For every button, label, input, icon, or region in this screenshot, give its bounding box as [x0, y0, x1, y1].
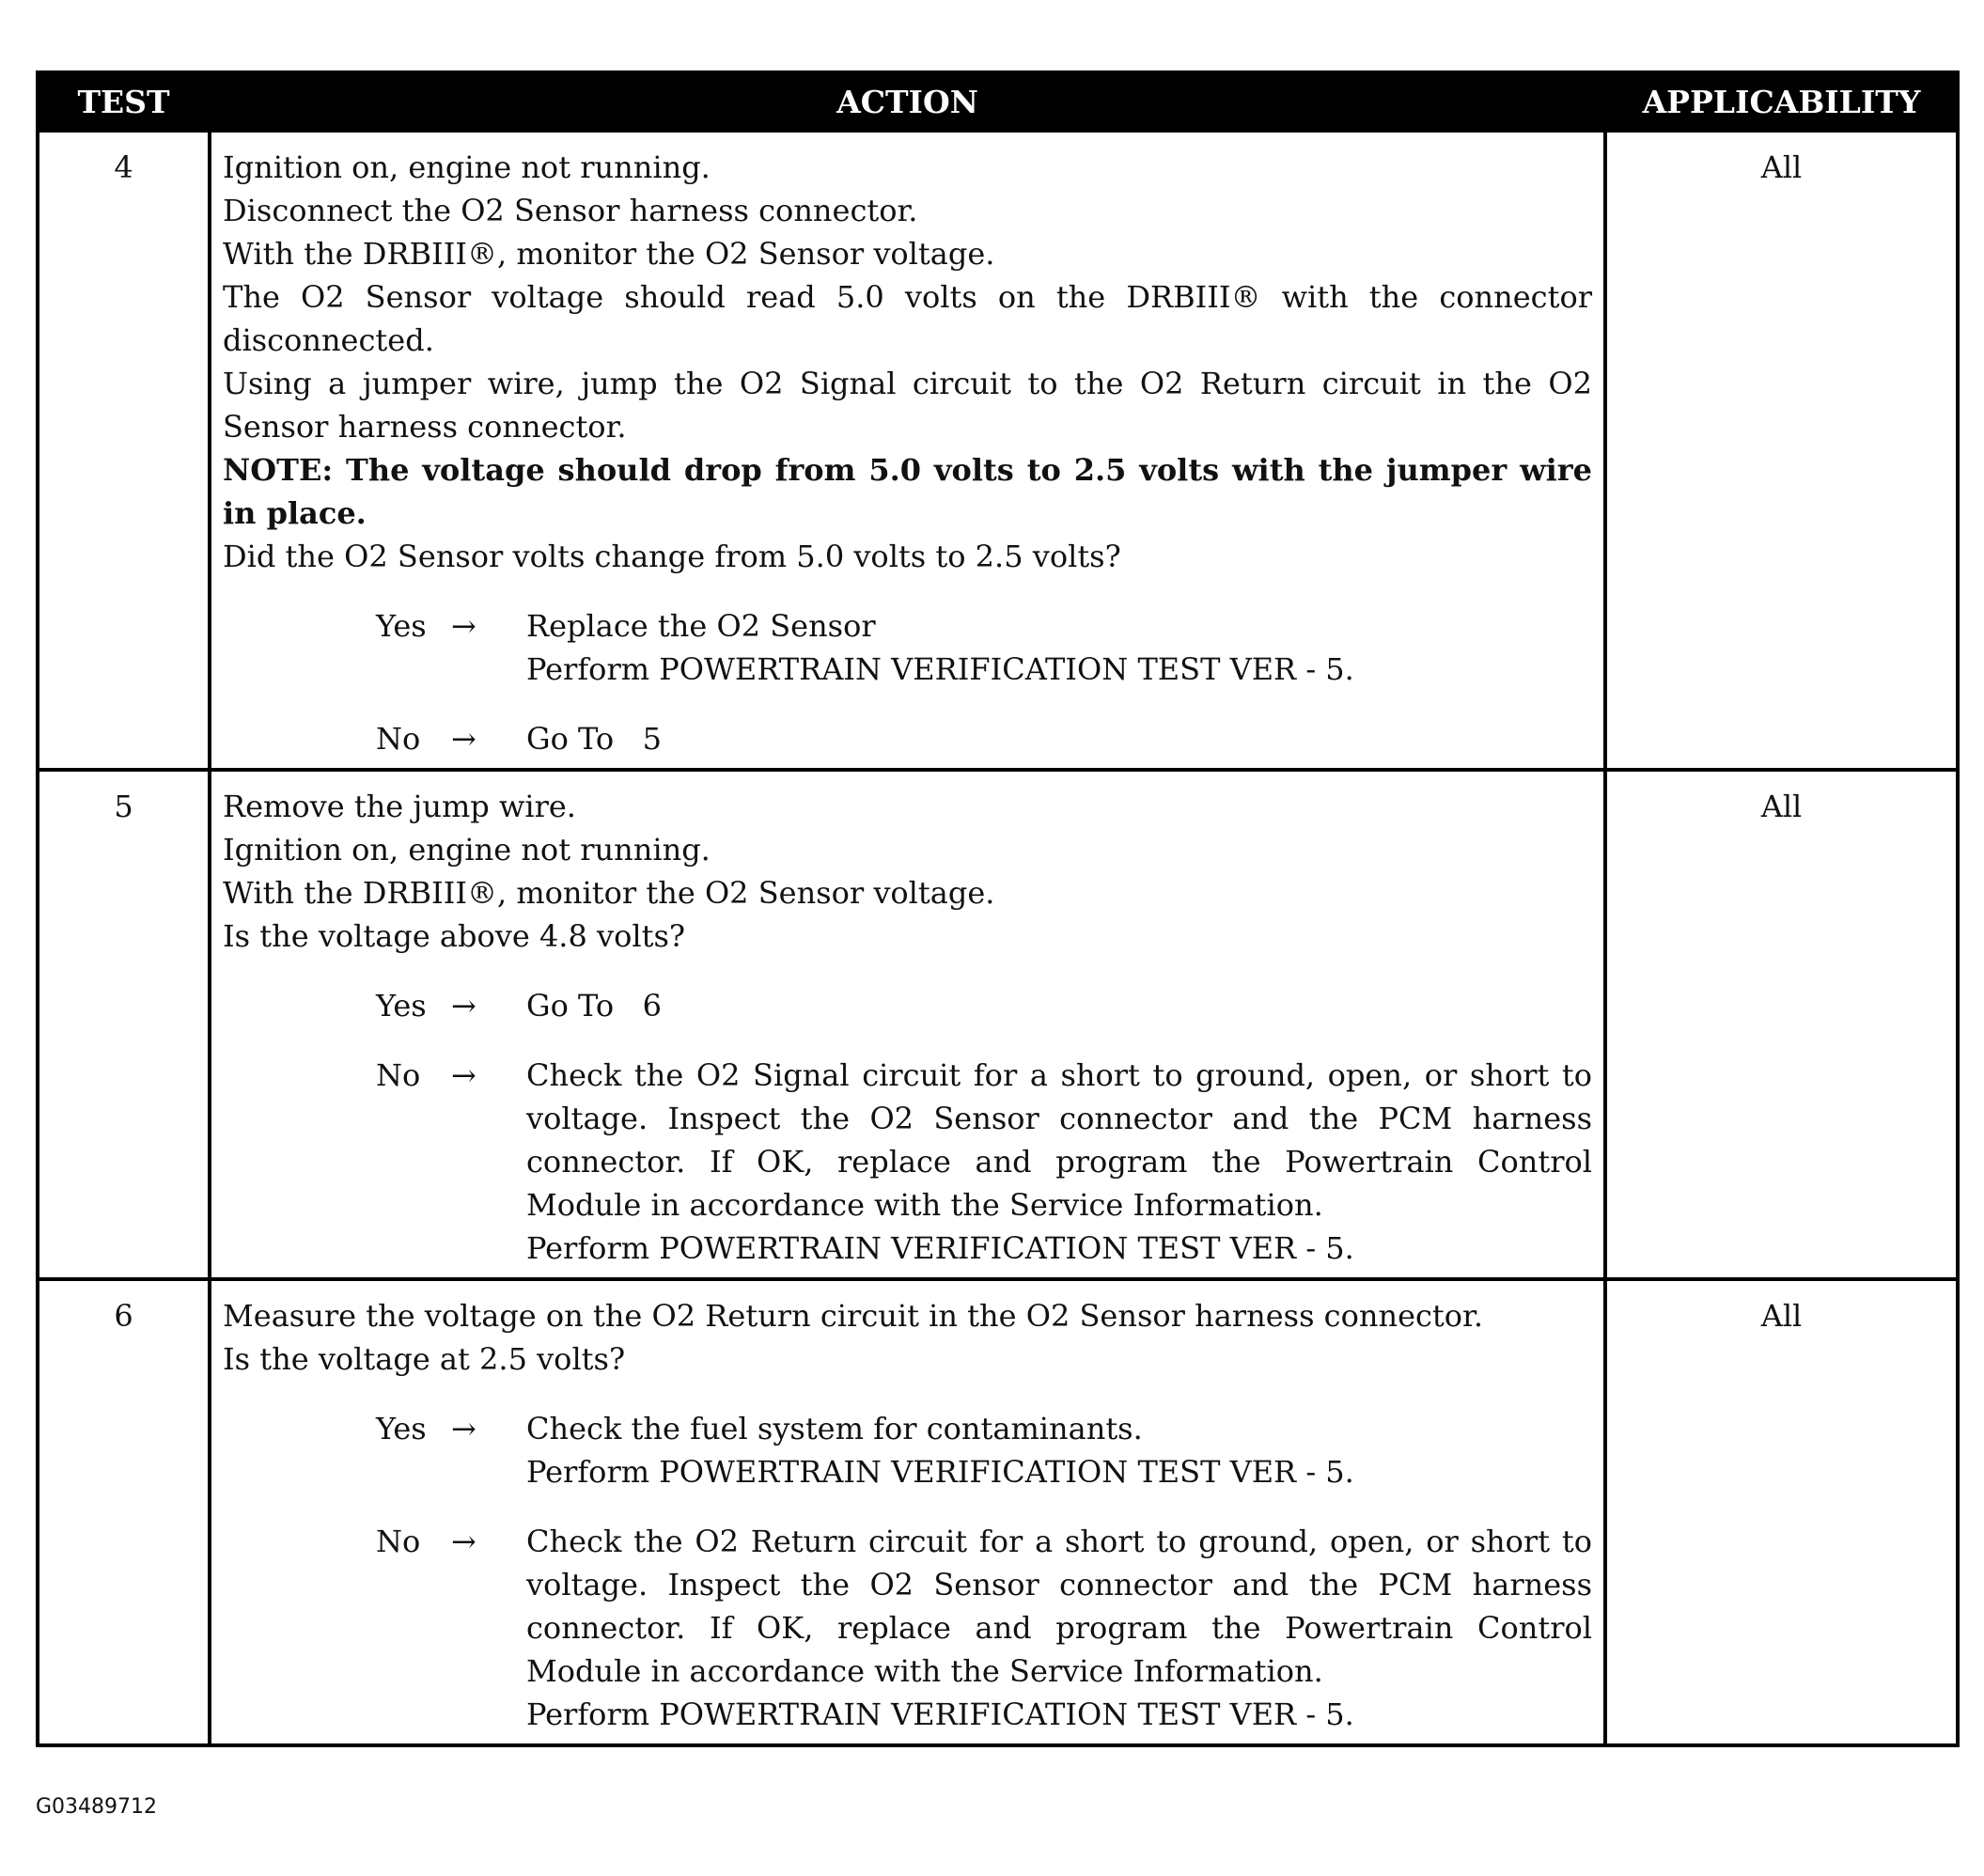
- action-cell: [210, 1279, 1605, 1745]
- action-step: Remove the jump wire.: [223, 789, 576, 824]
- result-line: Replace the O2 Sensor: [526, 608, 876, 644]
- yes-label: Yes: [376, 988, 427, 1024]
- right-arrow-icon: →: [451, 988, 476, 1024]
- test-number: 4: [38, 131, 210, 770]
- result-line: Check the O2 Signal circuit for a short to ground, open, or short to voltage. Inspect the O2 Sensor connector and the PCM harness connector. If OK, replace and program the Powertrain Control Module in accordance with the Service Information.: [526, 1057, 1592, 1223]
- right-arrow-icon: →: [451, 1411, 476, 1446]
- outcome-no: [376, 1054, 1592, 1270]
- yes-label: Yes: [376, 1411, 427, 1446]
- applicability-value: All: [1605, 1279, 1958, 1745]
- action-step: With the DRBIII®, monitor the O2 Sensor voltage.: [223, 875, 995, 911]
- header-action: ACTION: [210, 72, 1605, 131]
- result-line: Check the fuel system for contaminants.: [526, 1411, 1143, 1446]
- action-cell: [210, 131, 1605, 770]
- outcome-yes: [376, 984, 1592, 1027]
- result-line: Perform POWERTRAIN VERIFICATION TEST VER - 5.: [526, 1696, 1354, 1732]
- action-question: Is the voltage at 2.5 volts?: [223, 1341, 626, 1377]
- outcome-result: [526, 604, 1592, 691]
- yes-label: Yes: [376, 608, 427, 644]
- right-arrow-icon: →: [451, 1057, 476, 1093]
- action-question: Is the voltage above 4.8 volts?: [223, 918, 686, 954]
- diagnostic-test-table: [36, 70, 1960, 1747]
- action-note: NOTE: The voltage should drop from 5.0 volts to 2.5 volts with the jumper wire in place.: [223, 452, 1592, 531]
- applicability-value: All: [1605, 770, 1958, 1279]
- action-step: Measure the voltage on the O2 Return circuit in the O2 Sensor harness connector.: [223, 1298, 1483, 1334]
- header-applicability: APPLICABILITY: [1605, 72, 1958, 131]
- result-line: Perform POWERTRAIN VERIFICATION TEST VER - 5.: [526, 651, 1354, 687]
- header-test: TEST: [38, 72, 210, 131]
- outcome-result: [526, 984, 1592, 1027]
- no-label: No: [376, 721, 421, 757]
- action-step: Ignition on, engine not running.: [223, 832, 711, 868]
- right-arrow-icon: →: [451, 721, 476, 757]
- result-line: Go To 6: [526, 988, 662, 1024]
- action-cell: [210, 770, 1605, 1279]
- no-label: No: [376, 1057, 421, 1093]
- result-line: Check the O2 Return circuit for a short to ground, open, or short to voltage. Inspect the O2 Sensor connector and the PCM harness connector. If OK, replace and program the Powertrain Control Module in accordance with the Service Information.: [526, 1524, 1592, 1689]
- test-row-5: [38, 770, 1958, 1279]
- action-step: With the DRBIII®, monitor the O2 Sensor voltage.: [223, 236, 995, 272]
- figure-id: G03489712: [36, 1795, 158, 1819]
- action-step: Using a jumper wire, jump the O2 Signal circuit to the O2 Return circuit in the O2 Sensor harness connector.: [223, 366, 1592, 445]
- test-row-4: [38, 131, 1958, 770]
- outcome-result: [526, 1407, 1592, 1493]
- result-line: Perform POWERTRAIN VERIFICATION TEST VER - 5.: [526, 1454, 1354, 1490]
- test-number: 5: [38, 770, 210, 1279]
- action-question: Did the O2 Sensor volts change from 5.0 volts to 2.5 volts?: [223, 539, 1121, 574]
- right-arrow-icon: →: [451, 1524, 476, 1559]
- action-step: Disconnect the O2 Sensor harness connector.: [223, 193, 918, 228]
- right-arrow-icon: →: [451, 608, 476, 644]
- no-label: No: [376, 1524, 421, 1559]
- test-number: 6: [38, 1279, 210, 1745]
- action-step: The O2 Sensor voltage should read 5.0 volts on the DRBIII® with the connector disconnected.: [223, 279, 1592, 358]
- test-row-6: [38, 1279, 1958, 1745]
- result-line: Go To 5: [526, 721, 662, 757]
- result-line: Perform POWERTRAIN VERIFICATION TEST VER - 5.: [526, 1230, 1354, 1266]
- table-header-row: [38, 72, 1958, 131]
- outcome-no: [376, 717, 1592, 760]
- outcome-yes: [376, 604, 1592, 691]
- outcome-no: [376, 1520, 1592, 1736]
- action-step: Ignition on, engine not running.: [223, 149, 711, 185]
- outcome-yes: [376, 1407, 1592, 1493]
- outcome-result: [526, 717, 1592, 760]
- applicability-value: All: [1605, 131, 1958, 770]
- outcome-result: [526, 1054, 1592, 1270]
- outcome-result: [526, 1520, 1592, 1736]
